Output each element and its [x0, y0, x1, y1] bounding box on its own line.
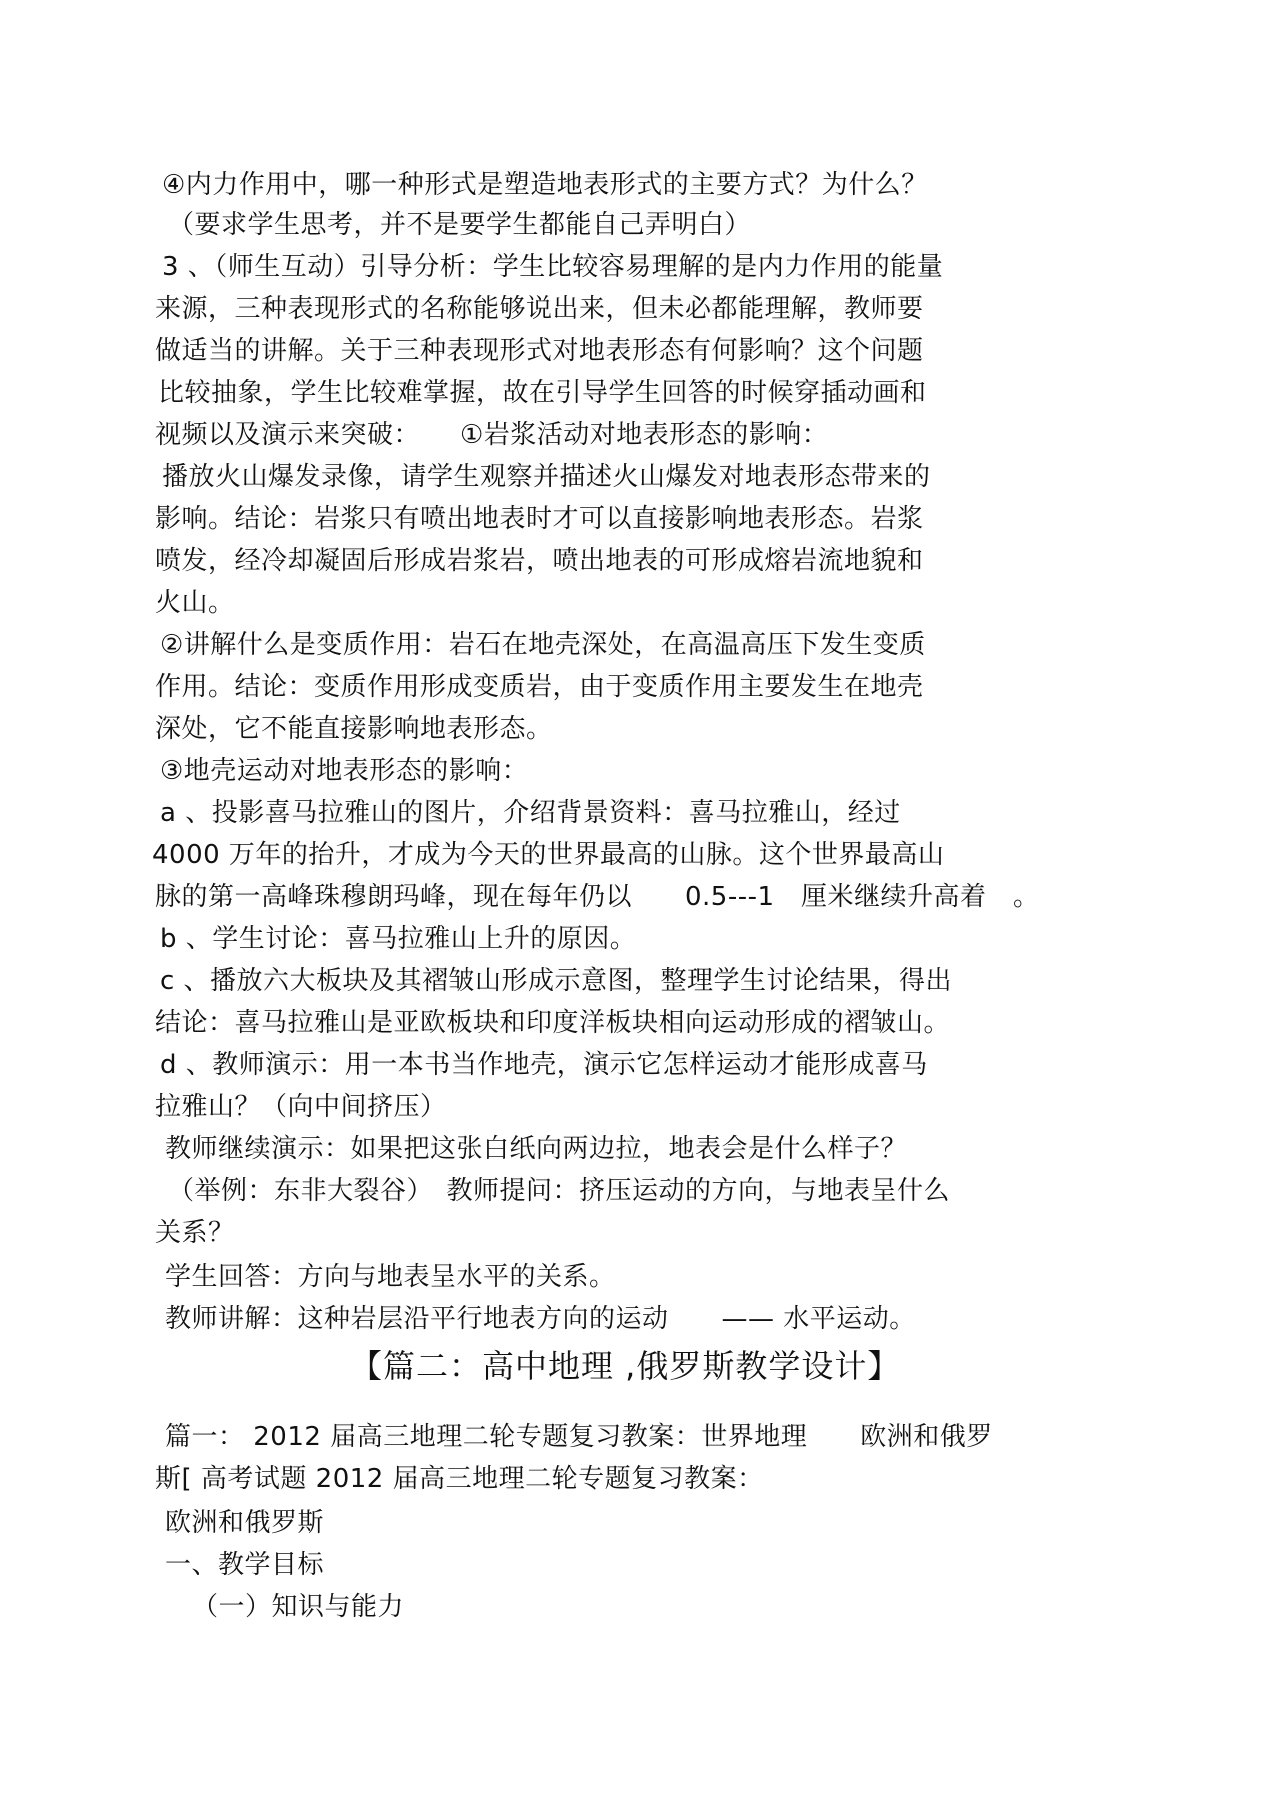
text-line: ④内力作用中，哪一种形式是塑造地表形式的主要方式？为什么？ — [162, 170, 928, 200]
text-line: ③地壳运动对地表形态的影响： — [160, 756, 529, 786]
text-line: 深处，它不能直接影响地表形态。 — [155, 714, 553, 744]
text-line: 教师讲解：这种岩层沿平行地表方向的运动 —— 水平运动。 — [165, 1304, 916, 1334]
text-line: （举例：东非大裂谷） 教师提问：挤压运动的方向，与地表呈什么 — [168, 1176, 951, 1206]
text-line: 教师继续演示：如果把这张白纸向两边拉，地表会是什么样子？ — [165, 1134, 908, 1164]
text-line: 影响。结论：岩浆只有喷出地表时才可以直接影响地表形态。岩浆 — [155, 504, 924, 534]
text-line: c 、播放六大板块及其褶皱山形成示意图，整理学生讨论结果，得出 — [160, 966, 953, 996]
text-line: （要求学生思考，并不是要学生都能自己弄明白） — [168, 210, 752, 240]
text-line: 播放火山爆发录像，请学生观察并描述火山爆发对地表形态带来的 — [162, 462, 931, 492]
text-line: 来源，三种表现形式的名称能够说出来，但未必都能理解，教师要 — [155, 294, 924, 324]
text-line: 一、教学目标 — [165, 1550, 325, 1580]
text-line: 学生回答：方向与地表呈水平的关系。 — [165, 1262, 616, 1292]
text-line: b 、学生讨论：喜马拉雅山上升的原因。 — [160, 924, 637, 954]
text-line: ②讲解什么是变质作用：岩石在地壳深处，在高温高压下发生变质 — [160, 630, 926, 660]
text-line: （一）知识与能力 — [192, 1592, 405, 1622]
text-line: 视频以及演示来突破： ①岩浆活动对地表形态的影响： — [155, 420, 829, 450]
text-line: 作用。结论：变质作用形成变质岩，由于变质作用主要发生在地壳 — [155, 672, 924, 702]
text-line: 比较抽象，学生比较难掌握，故在引导学生回答的时候穿插动画和 — [158, 378, 927, 408]
text-line: 喷发，经冷却凝固后形成岩浆岩，喷出地表的可形成熔岩流地貌和 — [155, 546, 924, 576]
text-line: 斯[ 高考试题 2012 届高三地理二轮专题复习教案： — [155, 1464, 764, 1494]
text-line: 脉的第一高峰珠穆朗玛峰，现在每年仍以 0.5---1 厘米继续升高着 。 — [155, 882, 1040, 912]
text-line: 拉雅山？（向中间挤压） — [155, 1092, 447, 1122]
text-line: 结论：喜马拉雅山是亚欧板块和印度洋板块相向运动形成的褶皱山。 — [155, 1008, 951, 1038]
text-line: d 、教师演示：用一本书当作地壳，演示它怎样运动才能形成喜马 — [160, 1050, 928, 1080]
text-line: 火山。 — [155, 588, 235, 618]
text-line: 4000 万年的抬升，才成为今天的世界最高的山脉。这个世界最高山 — [152, 840, 945, 870]
text-line: 篇一： 2012 届高三地理二轮专题复习教案：世界地理 欧洲和俄罗 — [165, 1422, 993, 1452]
text-line: 关系？ — [155, 1218, 235, 1248]
section-title: 【篇二：高中地理 ,俄罗斯教学设计】 — [350, 1347, 901, 1385]
text-line: a 、投影喜马拉雅山的图片，介绍背景资料：喜马拉雅山，经过 — [160, 798, 901, 828]
text-line: 3 、（师生互动）引导分析：学生比较容易理解的是内力作用的能量 — [162, 252, 944, 282]
text-line: 做适当的讲解。关于三种表现形式对地表形态有何影响？这个问题 — [155, 336, 924, 366]
text-line: 欧洲和俄罗斯 — [165, 1508, 325, 1538]
